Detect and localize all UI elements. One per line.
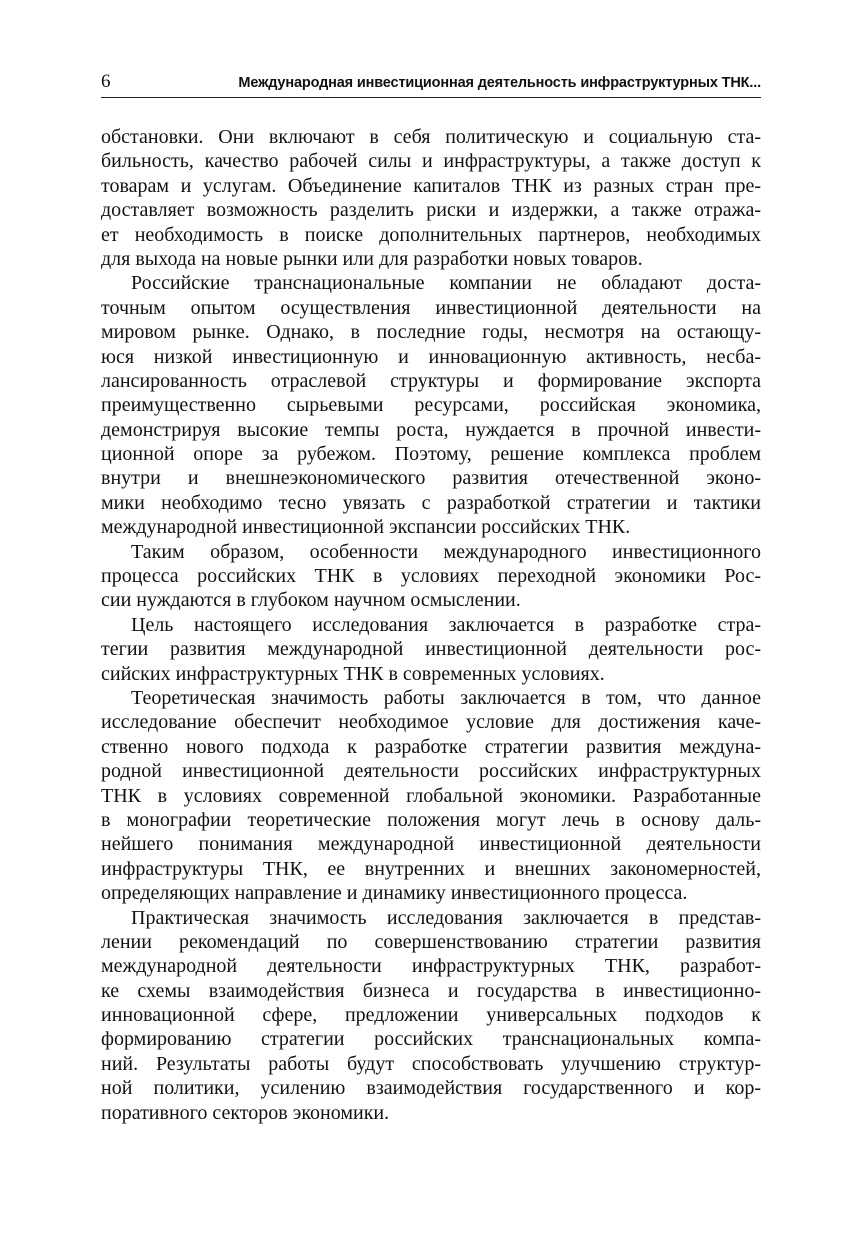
text-line: обстановки. Они включают в себя политическую и социальную ста-	[101, 126, 761, 148]
paragraph	[101, 271, 761, 539]
text-line: лении рекомендаций по совершенствованию стратегии развития	[101, 930, 761, 953]
text-line: Российские транснациональные компании не обладают доста-	[131, 272, 761, 295]
running-title: Международная инвестиционная деятельность инфраструктурных ТНК...	[238, 75, 761, 91]
text-line: процесса российских ТНК в условиях переходной экономики Рос-	[101, 565, 761, 588]
text-line: товарам и услугам. Объединение капиталов ТНК из разных стран пре-	[101, 174, 761, 197]
text-line: ке схемы взаимодействия бизнеса и государства в инвестиционно-	[101, 979, 761, 1002]
text-line: международной инвестиционной экспансии российских ТНК.	[101, 516, 631, 539]
text-line: формированию стратегии российских транснациональных компа-	[101, 1028, 761, 1051]
text-line: Таким образом, особенности международного инвестиционного	[131, 540, 761, 563]
text-line: ет необходимость в поиске дополнительных партнеров, необходимых	[101, 223, 761, 246]
text-line: нейшего понимания международной инвестиционной деятельности	[101, 833, 761, 856]
running-head	[101, 72, 761, 98]
text-line: для выхода на новые рынки или для разработки новых товаров.	[101, 247, 643, 270]
paragraph	[101, 613, 761, 686]
text-line: Цель настоящего исследования заключается в разработке стра-	[131, 613, 761, 636]
text-line: сии нуждаются в глубоком научном осмыслении.	[101, 589, 521, 612]
text-line: поративного секторов экономики.	[101, 1101, 390, 1124]
text-line: ной политики, усилению взаимодействия государственного и кор-	[101, 1077, 761, 1100]
body-text	[101, 125, 761, 1125]
text-line: исследование обеспечит необходимое условие для достижения каче-	[101, 711, 761, 734]
text-line: ственно нового подхода к разработке стратегии развития междуна-	[101, 735, 761, 758]
page-number: 6	[101, 71, 111, 92]
text-line: внутри и внешнеэкономического развития отечественной эконо-	[101, 467, 761, 490]
text-line: родной инвестиционной деятельности российских инфраструктурных	[101, 760, 761, 783]
paragraph	[101, 906, 761, 1126]
text-line: бильность, качество рабочей силы и инфраструктуры, а также доступ к	[101, 150, 761, 173]
text-line: преимущественно сырьевыми ресурсами, российская экономика,	[101, 394, 761, 417]
text-line: инновационной сфере, предложении универсальных подходов к	[101, 1004, 761, 1027]
paragraph	[101, 540, 761, 613]
text-line: инфраструктуры ТНК, ее внутренних и внешних закономерностей,	[101, 857, 761, 880]
text-line: международной деятельности инфраструктурных ТНК, разработ-	[101, 955, 761, 978]
paragraph	[101, 686, 761, 906]
text-line: ТНК в условиях современной глобальной экономики. Разработанные	[101, 784, 761, 807]
text-line: демонстрируя высокие темпы роста, нуждается в прочной инвести-	[101, 418, 761, 441]
book-page	[101, 72, 761, 1125]
text-line: точным опытом осуществления инвестиционной деятельности на	[101, 296, 761, 319]
paragraph	[101, 125, 761, 271]
text-line: определяющих направление и динамику инвестиционного процесса.	[101, 882, 688, 905]
text-line: в монографии теоретические положения могут лечь в основу даль-	[101, 808, 761, 831]
text-line: ний. Результаты работы будут способствовать улучшению структур-	[101, 1052, 761, 1075]
text-line: лансированность отраслевой структуры и формирование экспорта	[101, 369, 761, 392]
text-line: Практическая значимость исследования заключается в представ-	[131, 906, 761, 929]
text-line: доставляет возможность разделить риски и издержки, а также отража-	[101, 199, 761, 222]
text-line: юся низкой инвестиционную и инновационную активность, несба-	[101, 345, 761, 368]
text-line: мики необходимо тесно увязать с разработкой стратегии и тактики	[101, 491, 761, 514]
text-line: Теоретическая значимость работы заключается в том, что данное	[131, 686, 761, 709]
text-line: сийских инфраструктурных ТНК в современных условиях.	[101, 662, 605, 685]
text-line: ционной опоре за рубежом. Поэтому, решение комплекса проблем	[101, 443, 761, 466]
text-line: мировом рынке. Однако, в последние годы, несмотря на остающу-	[101, 321, 761, 344]
text-line: тегии развития международной инвестиционной деятельности рос-	[101, 638, 761, 661]
